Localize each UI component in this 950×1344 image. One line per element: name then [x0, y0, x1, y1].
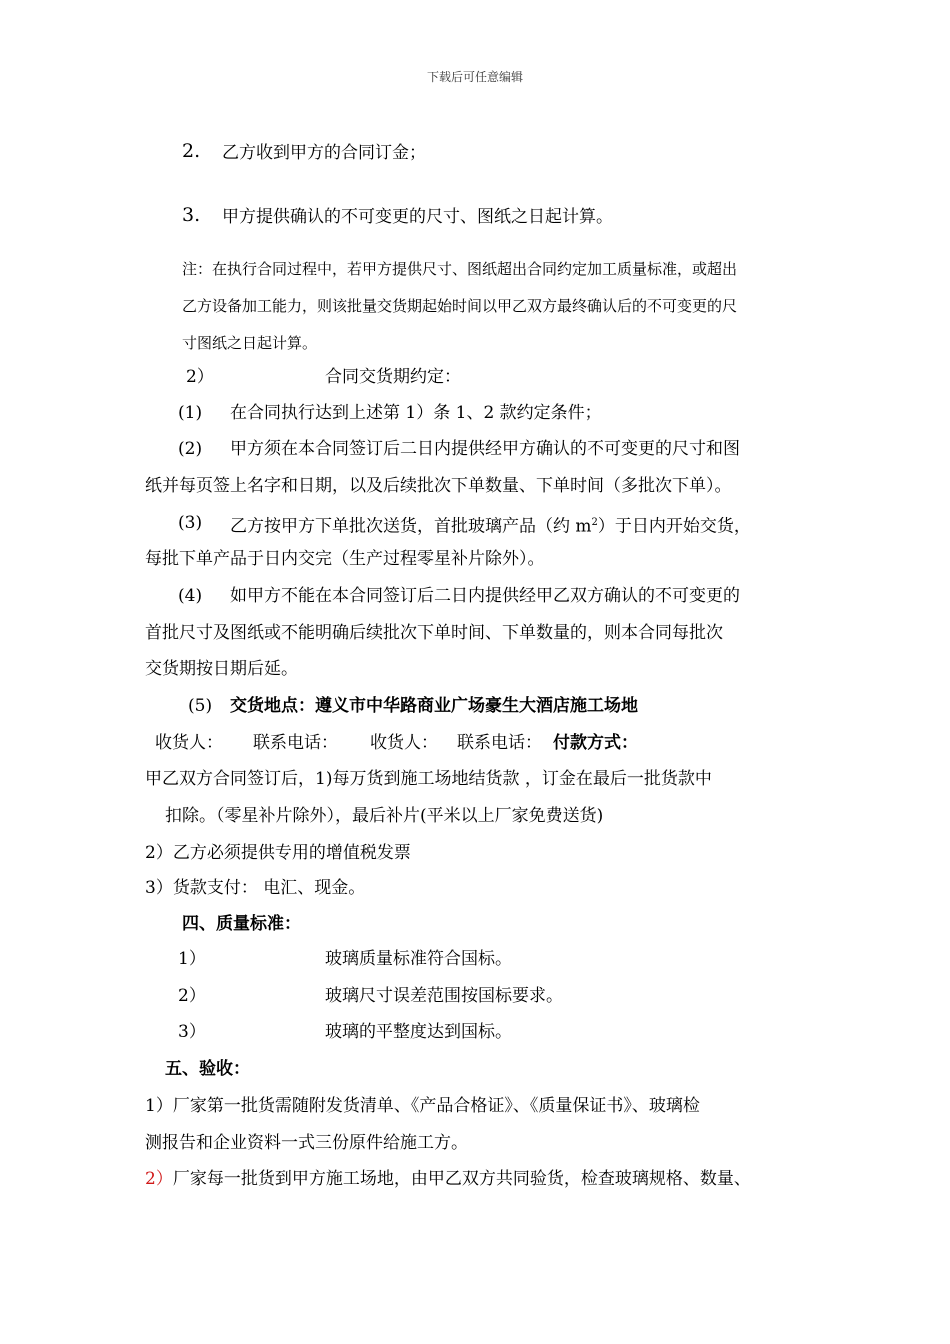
delivery-p2-continuation: 纸并每页签上名字和日期，以及后续批次下单数量、下单时间（多批次下单）。 — [145, 476, 732, 496]
delivery-p3-number: (3) — [178, 513, 203, 533]
acceptance-title: 五、验收： — [165, 1059, 250, 1079]
payment-title: 付款方式： — [553, 733, 638, 753]
delivery-p3-superscript: 2 — [591, 517, 598, 528]
acceptance-1-line-1: 1）厂家第一批货需随附发货清单、《产品合格证》、《质量保证书》、玻璃检 — [145, 1096, 700, 1116]
payment-line-4: 3）货款支付： 电汇、现金。 — [145, 878, 366, 898]
quality-3-number: 3） — [178, 1022, 206, 1042]
delivery-p3-text — [230, 512, 751, 538]
payment-line-1: 甲乙双方合同签订后，1)每万货到施工场地结货款 ，订金在最后一批货款中 — [145, 769, 712, 789]
quality-3-text: 玻璃的平整度达到国标。 — [325, 1022, 512, 1042]
payment-line-2: 扣除。（零星补片除外），最后补片(平米以上厂家免费送货) — [165, 806, 604, 826]
item-3-text: 甲方提供确认的不可变更的尺寸、图纸之日起计算。 — [222, 207, 613, 227]
delivery-p3-continuation: 每批下单产品于日内交完（生产过程零星补片除外）。 — [145, 549, 545, 569]
delivery-p4-continuation-1: 首批尺寸及图纸或不能明确后续批次下单时间、下单数量的，则本合同每批次 — [145, 623, 723, 643]
delivery-p4-text: 如甲方不能在本合同签订后二日内提供经甲乙双方确认的不可变更的 — [230, 586, 740, 606]
delivery-title: 合同交货期约定： — [325, 367, 461, 387]
delivery-number: 2） — [186, 367, 214, 387]
item-2-number: 2. — [182, 140, 201, 162]
note-line-2: 乙方设备加工能力，则该批量交货期起始时间以甲乙双方最终确认后的不可变更的尺 — [182, 297, 738, 315]
item-3-number: 3. — [182, 204, 201, 226]
quality-2-text: 玻璃尺寸误差范围按国标要求。 — [325, 986, 563, 1006]
delivery-p5-number: (5) — [188, 696, 213, 716]
note-line-3: 寸图纸之日起计算。 — [182, 334, 318, 352]
delivery-p2-text: 甲方须在本合同签订后二日内提供经甲方确认的不可变更的尺寸和图 — [230, 439, 740, 459]
delivery-p4-continuation-2: 交货期按日期后延。 — [145, 659, 298, 679]
phone-label-2: 联系电话： — [457, 733, 542, 753]
receiver-label-1: 收货人： — [155, 733, 223, 753]
delivery-p3-text-a: 乙方按甲方下单批次送货，首批玻璃产品（约 m — [230, 516, 592, 537]
quality-1-number: 1） — [178, 949, 206, 969]
acceptance-2-text: 厂家每一批货到甲方施工场地，由甲乙双方共同验货，检查玻璃规格、数量、 — [172, 1169, 751, 1189]
delivery-p1-number: (1) — [178, 403, 203, 423]
page-header: 下载后可任意编辑 — [426, 70, 523, 84]
phone-label-1: 联系电话： — [253, 733, 338, 753]
delivery-location: 交货地点：遵义市中华路商业广场豪生大酒店施工场地 — [230, 696, 638, 716]
quality-1-text: 玻璃质量标准符合国标。 — [325, 949, 512, 969]
payment-line-3: 2）乙方必须提供专用的增值税发票 — [145, 843, 411, 863]
quality-2-number: 2） — [178, 986, 206, 1006]
delivery-p2-number: (2) — [178, 439, 203, 459]
acceptance-2-line — [145, 1168, 751, 1190]
acceptance-1-line-2: 测报告和企业资料一式三份原件给施工方。 — [145, 1133, 468, 1153]
item-2-text: 乙方收到甲方的合同订金； — [222, 143, 426, 163]
delivery-p1-text: 在合同执行达到上述第 1）条 1、2 款约定条件； — [230, 403, 602, 423]
delivery-p3-text-b: ）于日内开始交货， — [597, 516, 751, 537]
delivery-p4-number: (4) — [178, 586, 203, 606]
acceptance-2-number: 2） — [145, 1169, 173, 1189]
quality-title: 四、质量标准： — [182, 914, 301, 934]
receiver-label-2: 收货人： — [370, 733, 438, 753]
note-line-1: 注：在执行合同过程中，若甲方提供尺寸、图纸超出合同约定加工质量标准，或超出 — [182, 260, 738, 278]
